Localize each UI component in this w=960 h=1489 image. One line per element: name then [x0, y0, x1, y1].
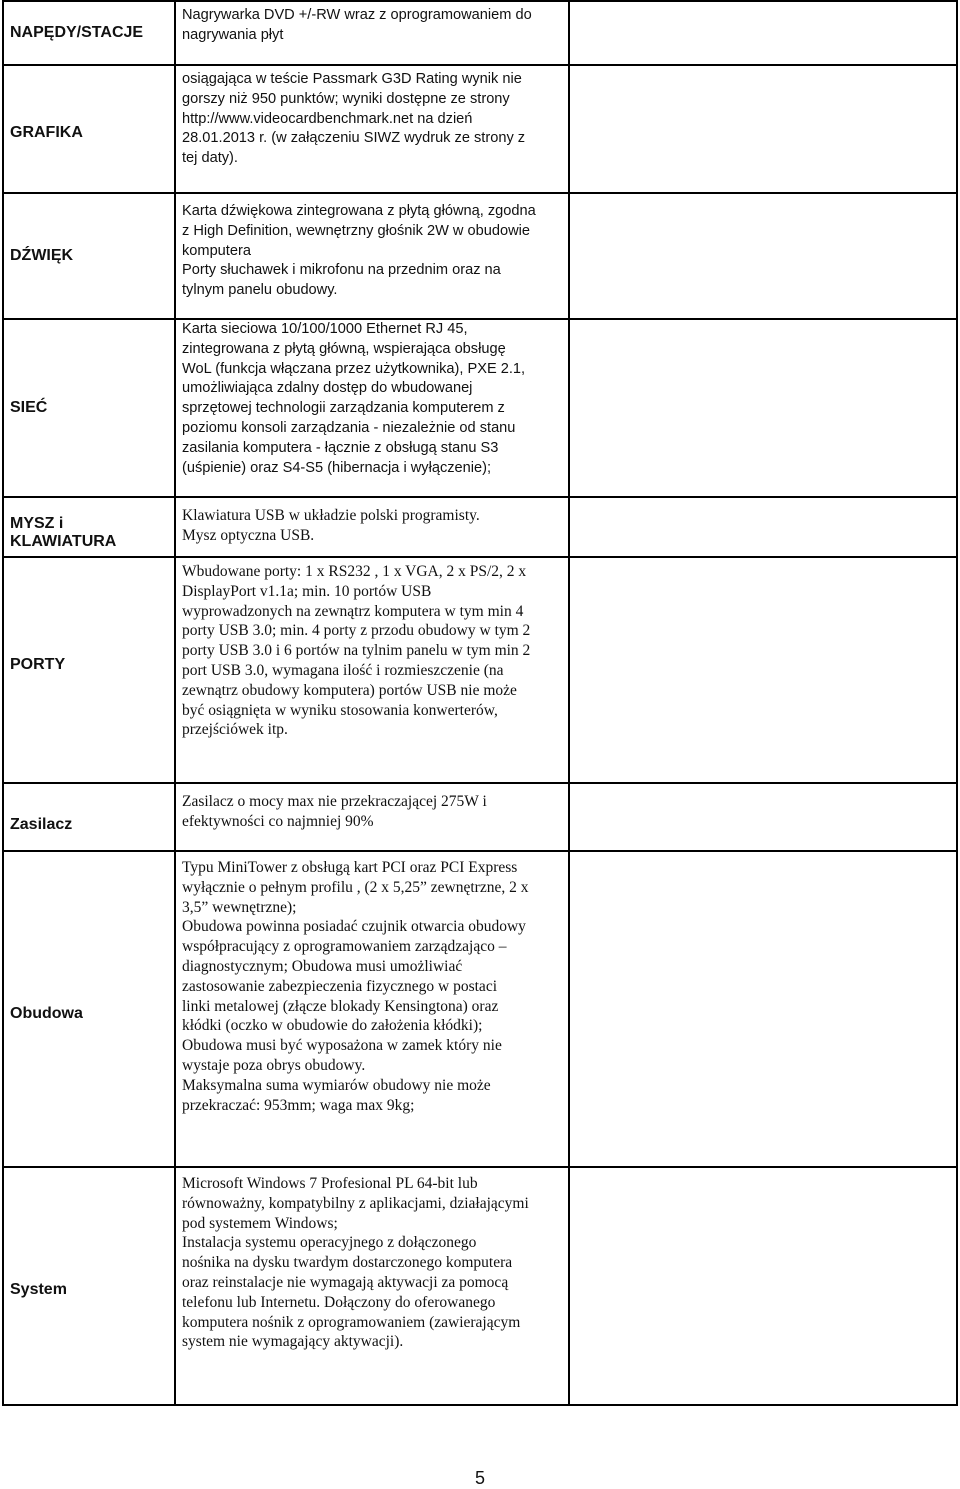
table-row [2, 0, 958, 66]
empty-cell [570, 1168, 956, 1404]
row-label: System [4, 1168, 176, 1404]
table-row [2, 192, 958, 320]
table-row [2, 556, 958, 784]
table-row [2, 496, 958, 558]
empty-cell [570, 66, 956, 192]
row-label: DŹWIĘK [4, 194, 176, 318]
empty-cell [570, 498, 956, 556]
row-label: Obudowa [4, 852, 176, 1166]
row-description: Zasilacz o mocy max nie przekraczającej 275W i efektywności co najmniej 90% [176, 784, 570, 850]
empty-cell [570, 852, 956, 1166]
row-label: MYSZ i KLAWIATURA [4, 498, 176, 556]
row-description: Karta dźwiękowa zintegrowana z płytą główną, zgodna z High Definition, wewnętrzny głośnik 2W w obudowie komputera Porty słuchawek i mikrofonu na przednim oraz na tylnym panelu obudowy. [176, 194, 570, 318]
row-label: SIEĆ [4, 320, 176, 496]
row-description: Typu MiniTower z obsługą kart PCI oraz PCI Express wyłącznie o pełnym profilu , (2 x 5,25” zewnętrzne, 2 x 3,5” wewnętrzne); Obudowa powinna posiadać czujnik otwarcia obudowy współpracujący z oprogramowaniem zarządzająco – diagnostycznym; Obudowa musi umożliwiać zastosowanie zabezpieczenia fizycznego w postaci linki metalowej (złącze blokady Kensingtona) oraz kłódki (oczko w obudowie do założenia kłódki); Obudowa musi być wyposażona w zamek który nie wystaje poza obrys obudowy. Maksymalna suma wymiarów obudowy nie może przekraczać: 953mm; waga max 9kg; [176, 852, 570, 1166]
empty-cell [570, 784, 956, 850]
empty-cell [570, 2, 956, 64]
row-label: Zasilacz [4, 784, 176, 850]
row-description: Nagrywarka DVD +/-RW wraz z oprogramowaniem do nagrywania płyt [176, 2, 570, 64]
empty-cell [570, 558, 956, 782]
row-description: Microsoft Windows 7 Profesional PL 64-bit lub równoważny, kompatybilny z aplikacjami, działającymi pod systemem Windows; Instalacja systemu operacyjnego z dołączonego nośnika na dysku twardym dostarczonego komputera oraz reinstalacje nie wymagają aktywacji za pomocą telefonu lub Internetu. Dołączony do oferowanego komputera nośnik z oprogramowaniem (zawierającym system nie wymagający aktywacji). [176, 1168, 570, 1404]
page-number: 5 [474, 1468, 485, 1488]
table-row [2, 782, 958, 852]
row-description: osiągająca w teście Passmark G3D Rating wynik nie gorszy niż 950 punktów; wyniki dostępne ze strony http://www.videocardbenchmark.net na dzień 28.01.2013 r. (w załączeniu SIWZ wydruk ze strony z tej daty). [176, 66, 570, 192]
table-row [2, 64, 958, 194]
row-description: Klawiatura USB w układzie polski programisty. Mysz optyczna USB. [176, 498, 570, 556]
row-description: Wbudowane porty: 1 x RS232 , 1 x VGA, 2 x PS/2, 2 x DisplayPort v1.1a; min. 10 portów USB wyprowadzonych na zewnątrz komputera w tym min 4 porty USB 3.0; min. 4 porty z przodu obudowy w tym 2 porty USB 3.0 i 6 portów na tylnim panelu w tym min 2 port USB 3.0, wymagana ilość i rozmieszczenie (na zewnątrz obudowy komputera) portów USB nie może być osiągnięta w wyniku stosowania konwerterów, przejściówek itp. [176, 558, 570, 782]
empty-cell [570, 320, 956, 496]
table-row [2, 318, 958, 498]
row-description: Karta sieciowa 10/100/1000 Ethernet RJ 45, zintegrowana z płytą główną, wspierająca obsługę WoL (funkcja włączana przez użytkownika), PXE 2.1, umożliwiająca zdalny dostęp do wbudowanej sprzętowej technologii zarządzania komputerem z poziomu konsoli zarządzania - niezależnie od stanu zasilania komputera - łącznie z obsługą stanu S3 (uśpienie) oraz S4-S5 (hibernacja i wyłączenie); [176, 320, 570, 496]
row-label: GRAFIKA [4, 66, 176, 192]
table-row [2, 850, 958, 1168]
empty-cell [570, 194, 956, 318]
row-label: NAPĘDY/STACJE [4, 2, 176, 64]
row-label: PORTY [4, 558, 176, 782]
table-row [2, 1166, 958, 1406]
